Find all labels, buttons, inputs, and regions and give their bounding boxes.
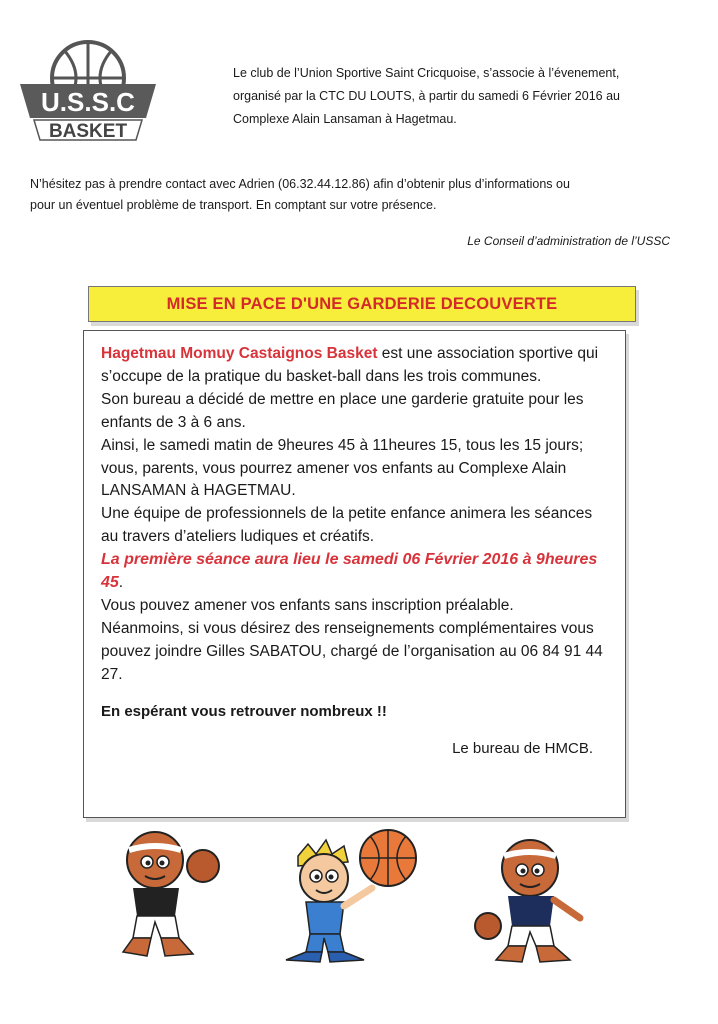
paragraph-bureau: Son bureau a décidé de mettre en place une garderie gratuite pour les enfants de 3 à 6 ans. — [101, 390, 584, 431]
paragraph-no-registration: Vous pouvez amener vos enfants sans inscription préalable. — [101, 596, 514, 614]
ussc-signature: Le Conseil d’administration de l’USSC — [467, 234, 670, 248]
intro-text — [233, 62, 693, 131]
paragraph-association — [101, 343, 607, 389]
contact-text — [30, 174, 690, 216]
title-banner: MISE EN PACE D'UNE GARDERIE DECOUVERTE — [88, 286, 636, 322]
intro-line: organisé par la CTC DU LOUTS, à partir du samedi 6 Février 2016 au — [233, 89, 620, 103]
intro-line: Le club de l’Union Sportive Saint Cricquoise, s’associe à l’évenement, — [233, 66, 620, 80]
closing-line: En espérant vous retrouver nombreux !! — [101, 702, 387, 720]
paragraph-team: Une équipe de professionnels de la petite enfance animera les séances au travers d’ateliers ludiques et créatifs. — [101, 505, 593, 546]
club-name: Hagetmau Momuy Castaignos Basket — [101, 345, 378, 362]
intro-line: Complexe Alain Lansaman à Hagetmau. — [233, 112, 457, 126]
ussc-basket-logo — [18, 36, 158, 148]
hmcb-signature: Le bureau de HMCB. — [452, 739, 593, 757]
paragraph-text: . — [118, 574, 124, 592]
paragraph-contact: Néanmoins, si vous désirez des renseignements complémentaires vous pouvez joindre Gilles SABATOU, chargé de l’organisation au 06 84 91 44 27. — [101, 619, 603, 683]
logo-text-bottom: BASKET — [48, 121, 128, 142]
announcement-box — [83, 330, 626, 818]
paragraph-schedule: Ainsi, le samedi matin de 9heures 45 à 11heures 15, tous les 15 jours; vous, parents, vous pourrez amener vos enfants au Complexe Alain LANSAMAN à HAGETMAU. — [101, 436, 584, 500]
contact-line: N’hésitez pas à prendre contact avec Adrien (06.32.44.12.86) afin d’obtenir plus d’informations ou — [30, 177, 570, 191]
boy-basketball-mascot — [268, 826, 428, 971]
logo-text-top: U.S.S.C — [41, 87, 135, 117]
basketball-mascot-left — [103, 826, 228, 966]
contact-line: pour un éventuel problème de transport. En comptant sur votre présence. — [30, 198, 437, 212]
paragraph-first-session — [101, 549, 607, 595]
first-session-highlight: La première séance aura lieu le samedi 06 Février 2016 à 9heures 45 — [101, 551, 598, 592]
dribbling-ball-mascot — [470, 834, 600, 969]
paragraph-text: est une association sportive qui s’occupe de la pratique du basket-ball dans les trois communes. — [101, 345, 599, 385]
